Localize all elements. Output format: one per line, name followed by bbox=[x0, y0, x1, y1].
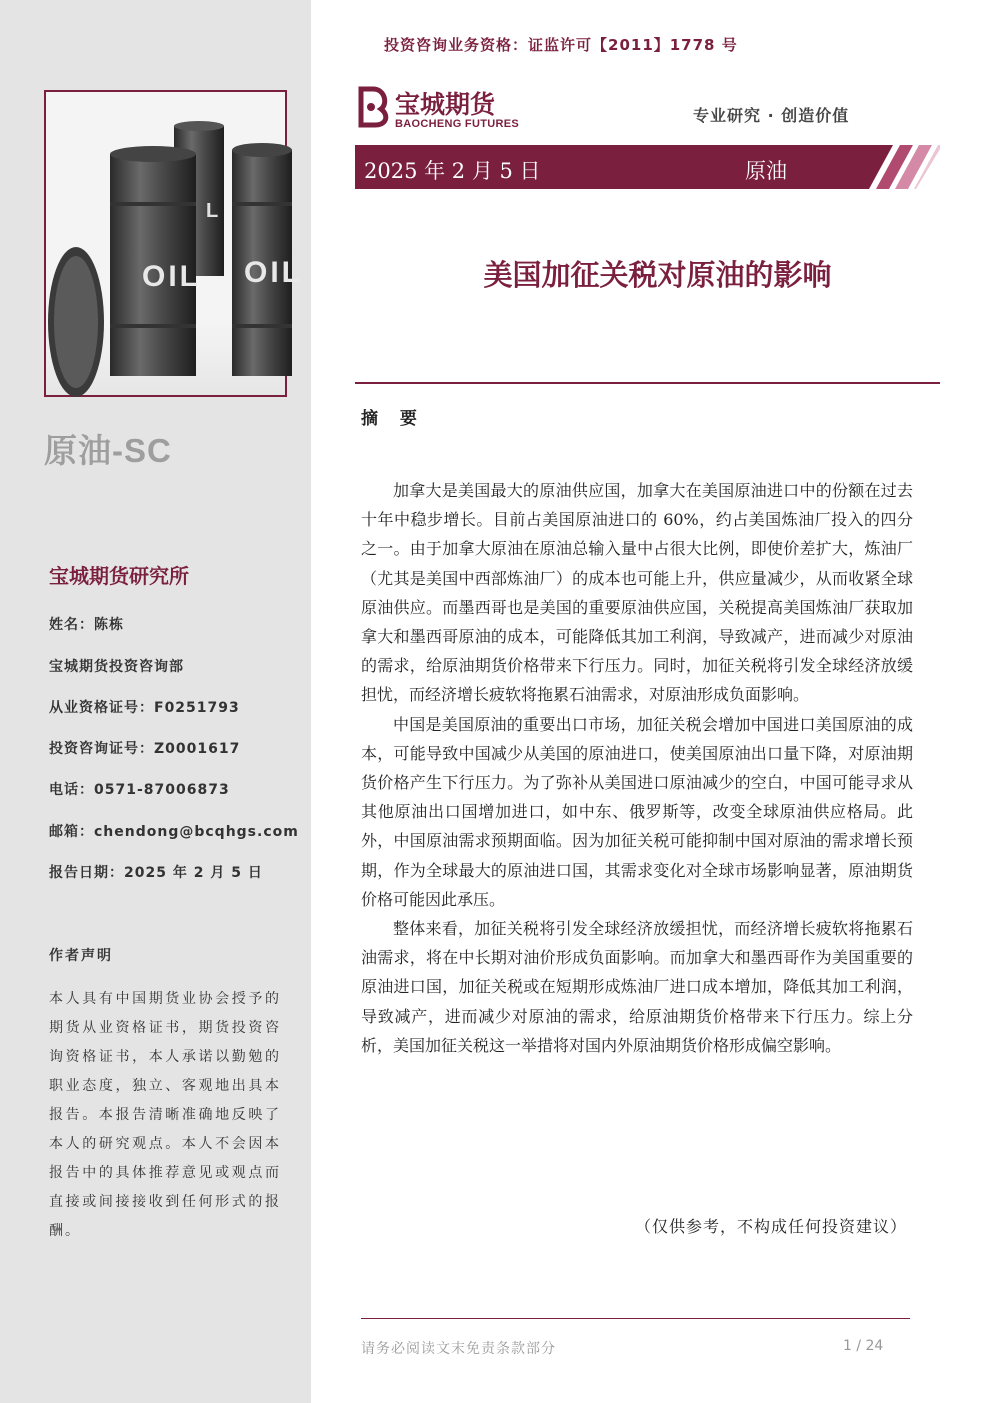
title-divider bbox=[355, 382, 940, 384]
oil-barrels-illustration bbox=[46, 92, 285, 395]
email: 邮箱：chendong@bcqhgs.com bbox=[49, 824, 299, 840]
barrel-label-partial: L bbox=[206, 200, 219, 222]
barrel-label-oil-right: OIL bbox=[244, 256, 303, 289]
report-title: 美国加征关税对原油的影响 bbox=[483, 258, 832, 292]
summary-paragraph: 中国是美国原油的重要出口市场，加征关税会增加中国进口美国原油的成本，可能导致中国减少从美国的原油进口，使美国原油出口量下降，对原油期货价格产生下行压力。为了弥补从美国进口原油减少的空白，中国可能寻求从其他原油出口国增加进口，如中东、俄罗斯等，改变全球原油供应格局。此外，中国原油需求预期面临。因为加征关税可能抑制中国对原油的需求增长预期，作为全球最大的原油进口国，其需求变化对全球市场影响显著，原油期货价格可能因此承压。 bbox=[361, 714, 913, 909]
report-date: 报告日期：2025 年 2 月 5 日 bbox=[49, 865, 263, 881]
author-name: 姓名：陈栋 bbox=[49, 617, 124, 633]
brand-name-en: BAOCHENG FUTURES bbox=[395, 118, 519, 130]
page-number: 1 / 24 bbox=[843, 1338, 884, 1354]
barrel-label-oil-middle: OIL bbox=[142, 260, 201, 293]
brand-slogan: 专业研究 · 创造价值 bbox=[693, 106, 850, 125]
cover-image-oil-barrels bbox=[44, 90, 303, 397]
baocheng-logo-icon bbox=[355, 85, 393, 129]
product-name: 原油-SC bbox=[44, 432, 172, 469]
banner-date: 2025 年 2 月 5 日 bbox=[364, 159, 541, 183]
investment-disclaimer: （仅供参考，不构成任何投资建议） bbox=[634, 1217, 907, 1236]
department: 宝城期货投资咨询部 bbox=[49, 659, 184, 675]
footer-note: 请务必阅读文末免责条款部分 bbox=[361, 1341, 556, 1357]
brand-name-cn: 宝城期货 bbox=[395, 90, 496, 119]
left-sidebar bbox=[0, 0, 311, 1403]
footer-divider bbox=[361, 1318, 910, 1319]
summary-body bbox=[361, 476, 913, 1060]
banner-category: 原油 bbox=[745, 159, 787, 183]
phone: 电话：0571-87006873 bbox=[49, 782, 230, 798]
institute-name: 宝城期货研究所 bbox=[49, 564, 189, 588]
declaration-title: 作者声明 bbox=[49, 948, 113, 964]
declaration-text: 本人具有中国期货业协会授予的期货从业资格证书，期货投资咨询资格证书，本人承诺以勤勉的职业态度，独立、客观地出具本报告。本报告清晰准确地反映了本人的研究观点。本人不会因本报告中的具体推荐意见或观点而直接或间接接收到任何形式的报酬。 bbox=[49, 991, 281, 1239]
summary-paragraph: 加拿大是美国最大的原油供应国，加拿大在美国原油进口中的份额在过去十年中稳步增长。目前占美国原油进口的 60%，约占美国炼油厂投入的四分之一。由于加拿大原油在原油总输入量中占很大比例，即使价差扩大，炼油厂（尤其是美国中西部炼油厂）的成本也可能上升，供应量减少，从而收紧全球原油供应。而墨西哥也是美国的重要原油供应国，关税提高美国炼油厂获取加拿大和墨西哥原油的成本，可能降低其加工利润，导致减产，进而减少对原油的需求，给原油期货价格带来下行压力。同时，加征关税将引发全球经济放缓担忧，而经济增长疲软将拖累石油需求，对原油形成负面影响。 bbox=[361, 481, 913, 705]
practice-license: 从业资格证号：F0251793 bbox=[49, 700, 240, 716]
advisory-license: 投资咨询证号：Z0001617 bbox=[49, 741, 241, 757]
summary-label: 摘 要 bbox=[361, 409, 425, 429]
summary-paragraph: 整体来看，加征关税将引发全球经济放缓担忧，而经济增长疲软将拖累石油需求，将在中长期对油价形成负面影响。而加拿大和墨西哥作为美国重要的原油进口国，加征关税或在短期形成炼油厂进口成本增加，降低其加工利润，导致减产，进而减少对原油的需求，给原油期货价格带来下行压力。综上分析，美国加征关税这一举措将对国内外原油期货价格形成偏空影响。 bbox=[361, 919, 913, 1055]
license-notice: 投资咨询业务资格：证监许可【2011】1778 号 bbox=[384, 36, 738, 54]
